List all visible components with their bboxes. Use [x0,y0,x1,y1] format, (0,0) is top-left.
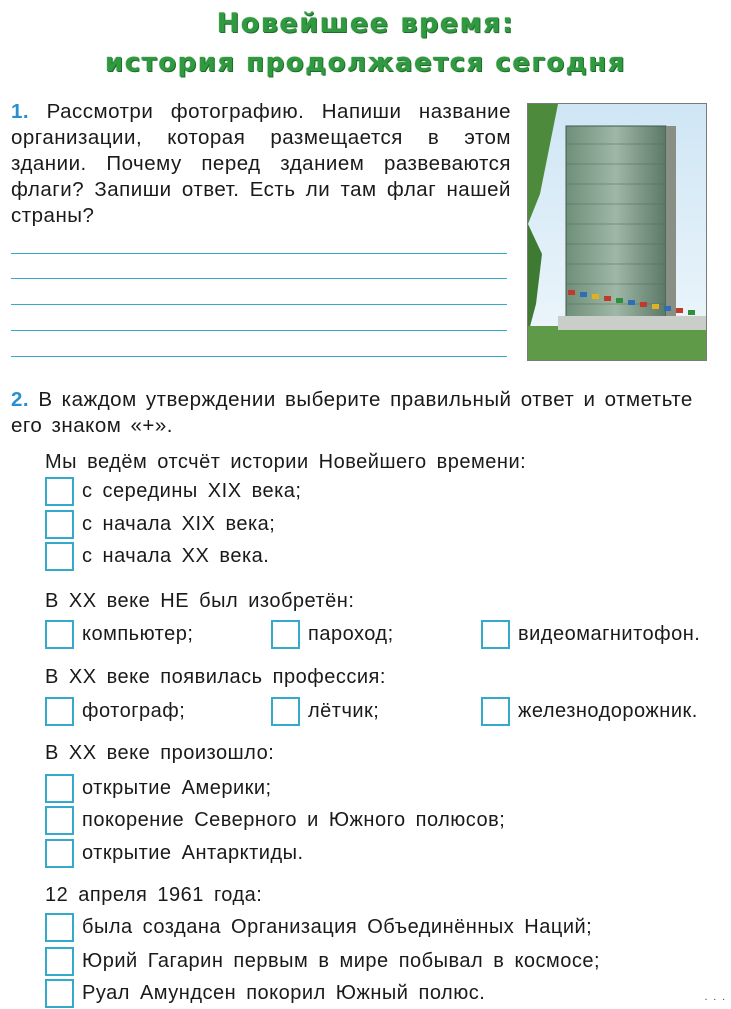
task-1 [11,99,511,229]
checkbox[interactable] [481,697,510,726]
statement-1: Мы ведём отсчёт истории Новейшего времени: [45,451,527,473]
answer-line-3[interactable] [11,304,507,305]
option-3-3[interactable] [481,697,698,726]
checkbox[interactable] [45,477,74,506]
option-2-1[interactable] [45,620,193,649]
answer-line-4[interactable] [11,330,507,331]
option-label: покорение Северного и Южного полюсов; [82,809,506,831]
task-1-number: 1. [11,100,30,123]
checkbox[interactable] [45,774,74,803]
un-building-photo [527,103,707,361]
option-label: Юрий Гагарин первым в мире побывал в космосе; [82,950,601,972]
option-label: лётчик; [308,700,380,722]
option-4-2[interactable] [45,806,505,835]
option-label: компьютер; [82,623,194,645]
option-label: видеомагнитофон. [518,623,701,645]
option-2-2[interactable] [271,620,394,649]
option-1-3[interactable] [45,542,269,571]
statement-5: 12 апреля 1961 года: [45,884,263,906]
option-label: пароход; [308,623,394,645]
checkbox[interactable] [45,510,74,539]
checkbox[interactable] [45,806,74,835]
title-line-2: история продолжается сегодня [105,48,626,78]
option-label: открытие Америки; [82,777,272,799]
checkbox[interactable] [45,697,74,726]
statement-4: В XX веке произошло: [45,742,275,764]
answer-line-2[interactable] [11,278,507,279]
checkbox[interactable] [271,697,300,726]
statement-2: В XX веке НЕ был изобретён: [45,590,355,612]
title-line-1: Новейшее время: [216,8,515,39]
option-1-1[interactable] [45,477,302,506]
option-label: с начала XIX века; [82,513,276,535]
option-label: открытие Антарктиды. [82,842,304,864]
checkbox[interactable] [271,620,300,649]
option-5-2[interactable] [45,947,600,976]
option-4-3[interactable] [45,839,304,868]
option-5-3[interactable] [45,979,485,1008]
checkbox[interactable] [45,913,74,942]
task-1-text: Рассмотри фотографию. Напиши название организации, которая размещается в этом здании. Почему перед зданием развеваются флаги? Запиши ответ. Есть ли там флаг нашей страны? [11,100,512,227]
option-label: железнодорожник. [518,700,698,722]
option-2-3[interactable] [481,620,700,649]
page-corner-dots: ... [704,992,731,1003]
option-label: была создана Организация Объединённых Наций; [82,916,593,938]
checkbox[interactable] [45,979,74,1008]
checkbox[interactable] [45,542,74,571]
option-5-1[interactable] [45,913,592,942]
option-1-2[interactable] [45,510,275,539]
checkbox[interactable] [45,839,74,868]
task-2-text: В каждом утверждении выберите правильный ответ и отметьте его знаком «+». [11,388,693,437]
task-2-number: 2. [11,388,30,411]
checkbox[interactable] [45,620,74,649]
option-label: фотограф; [82,700,186,722]
option-3-2[interactable] [271,697,379,726]
option-label: с начала XX века. [82,545,270,567]
statement-3: В XX веке появилась профессия: [45,666,386,688]
option-4-1[interactable] [45,774,272,803]
option-label: с середины XIX века; [82,480,302,502]
checkbox[interactable] [45,947,74,976]
answer-line-1[interactable] [11,253,507,254]
answer-line-5[interactable] [11,356,507,357]
checkbox[interactable] [481,620,510,649]
option-label: Руал Амундсен покорил Южный полюс. [82,982,486,1004]
task-2 [11,387,723,439]
option-3-1[interactable] [45,697,185,726]
